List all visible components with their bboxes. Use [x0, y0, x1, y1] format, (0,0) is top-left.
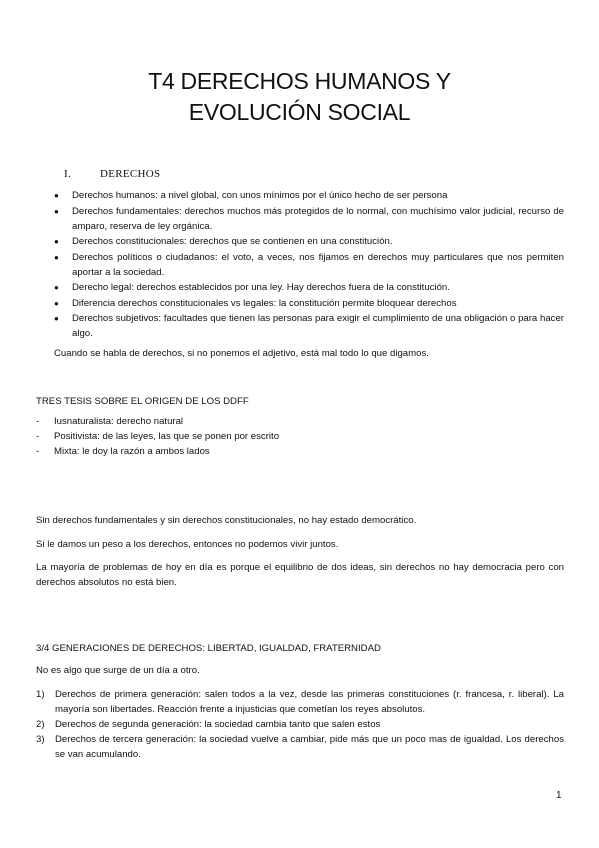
list-item	[54, 188, 564, 203]
derechos-bullet-list	[54, 188, 564, 342]
bullet-icon: ●	[54, 314, 59, 323]
dash-marker: -	[36, 446, 40, 457]
list-item	[36, 414, 564, 429]
list-item-text: Derechos constitucionales: derechos que se contienen en una constitución.	[72, 236, 393, 247]
list-item	[36, 717, 564, 732]
number-marker: 2)	[36, 719, 45, 730]
section-heading-derechos	[64, 167, 160, 182]
bullet-icon: ●	[54, 298, 59, 308]
list-item	[36, 687, 564, 717]
number-marker: 3)	[36, 734, 45, 745]
list-item-text: Iusnaturalista: derecho natural	[54, 416, 184, 427]
generaciones-heading: 3/4 GENERACIONES DE DERECHOS: LIBERTAD, IGUALDAD, FRATERNIDAD	[36, 643, 381, 654]
list-item	[36, 429, 564, 444]
tesis-heading: TRES TESIS SOBRE EL ORIGEN DE LOS DDFF	[36, 396, 249, 407]
list-item	[54, 311, 564, 341]
page-number: 1	[556, 790, 562, 801]
list-item	[36, 444, 564, 459]
list-item-text: Mixta: le doy la razón a ambos lados	[54, 446, 210, 457]
derechos-note: Cuando se habla de derechos, si no ponemos el adjetivo, está mal todo lo que digamos.	[54, 348, 429, 359]
list-item	[54, 204, 564, 234]
list-item-text: Derechos de segunda generación: la sociedad cambia tanto que salen estos	[55, 719, 381, 730]
bullet-icon: ●	[54, 191, 59, 200]
bullet-icon: ●	[54, 206, 59, 216]
list-item	[54, 296, 564, 311]
generaciones-intro: No es algo que surge de un día a otro.	[36, 665, 200, 676]
tesis-list	[36, 414, 564, 459]
section-heading-text: DERECHOS	[100, 168, 161, 180]
list-item-text: Derechos políticos o ciudadanos: el voto, a veces, nos fijamos en derechos muy particulares que nos permiten aportar a la sociedad.	[72, 251, 564, 278]
bullet-icon: ●	[54, 283, 59, 292]
list-item-text: Derecho legal: derechos establecidos por una ley. Hay derechos fuera de la constitución.	[72, 282, 450, 293]
list-item	[36, 732, 564, 762]
paragraph: La mayoría de problemas de hoy en día es porque el equilibrio de dos ideas, sin derechos no hay democracia pero con derechos absolutos no está bien.	[36, 562, 564, 588]
list-item-text: Derechos subjetivos: facultades que tienen las personas para exigir el cumplimiento de una obligación o para hacer algo.	[72, 313, 564, 339]
list-item	[54, 280, 564, 295]
list-item-text: Derechos humanos: a nivel global, con unos mínimos por el único hecho de ser persona	[72, 190, 448, 201]
list-item	[54, 234, 564, 249]
bullet-icon: ●	[54, 252, 59, 262]
list-item-text: Derechos de primera generación: salen todos a la vez, desde las primeras constituciones (r. francesa, r. liberal). La mayoría son libertades. Reacción frente a injusticias que cometían los reyes absolutos.	[55, 689, 564, 715]
document-title	[0, 66, 599, 128]
list-item-text: Diferencia derechos constitucionales vs legales: la constitución permite bloquear derechos	[72, 297, 457, 309]
dash-marker: -	[36, 416, 40, 427]
list-item-text: Derechos fundamentales: derechos muchos más protegidos de lo normal, con muchísimo valor judicial, recurso de amparo, reserva de ley orgánica.	[72, 205, 564, 232]
list-item	[54, 250, 564, 280]
bullet-icon: ●	[54, 237, 59, 246]
generaciones-list	[36, 687, 564, 762]
title-line-2: EVOLUCIÓN SOCIAL	[188, 99, 411, 125]
paragraph: Sin derechos fundamentales y sin derechos constitucionales, no hay estado democrático.	[36, 515, 417, 526]
title-line-1: T4 DERECHOS HUMANOS Y	[148, 68, 451, 94]
paragraph: Si le damos un peso a los derechos, entonces no podemos vivir juntos.	[36, 539, 339, 550]
number-marker: 1)	[36, 689, 45, 700]
list-item-text: Derechos de tercera generación: la sociedad vuelve a cambiar, pide más que un poco mas de igualdad. Los derechos se van acumulando.	[55, 734, 564, 760]
list-item-text: Positivista: de las leyes, las que se ponen por escrito	[54, 431, 280, 442]
dash-marker: -	[36, 431, 40, 442]
section-number: I.	[64, 168, 72, 180]
